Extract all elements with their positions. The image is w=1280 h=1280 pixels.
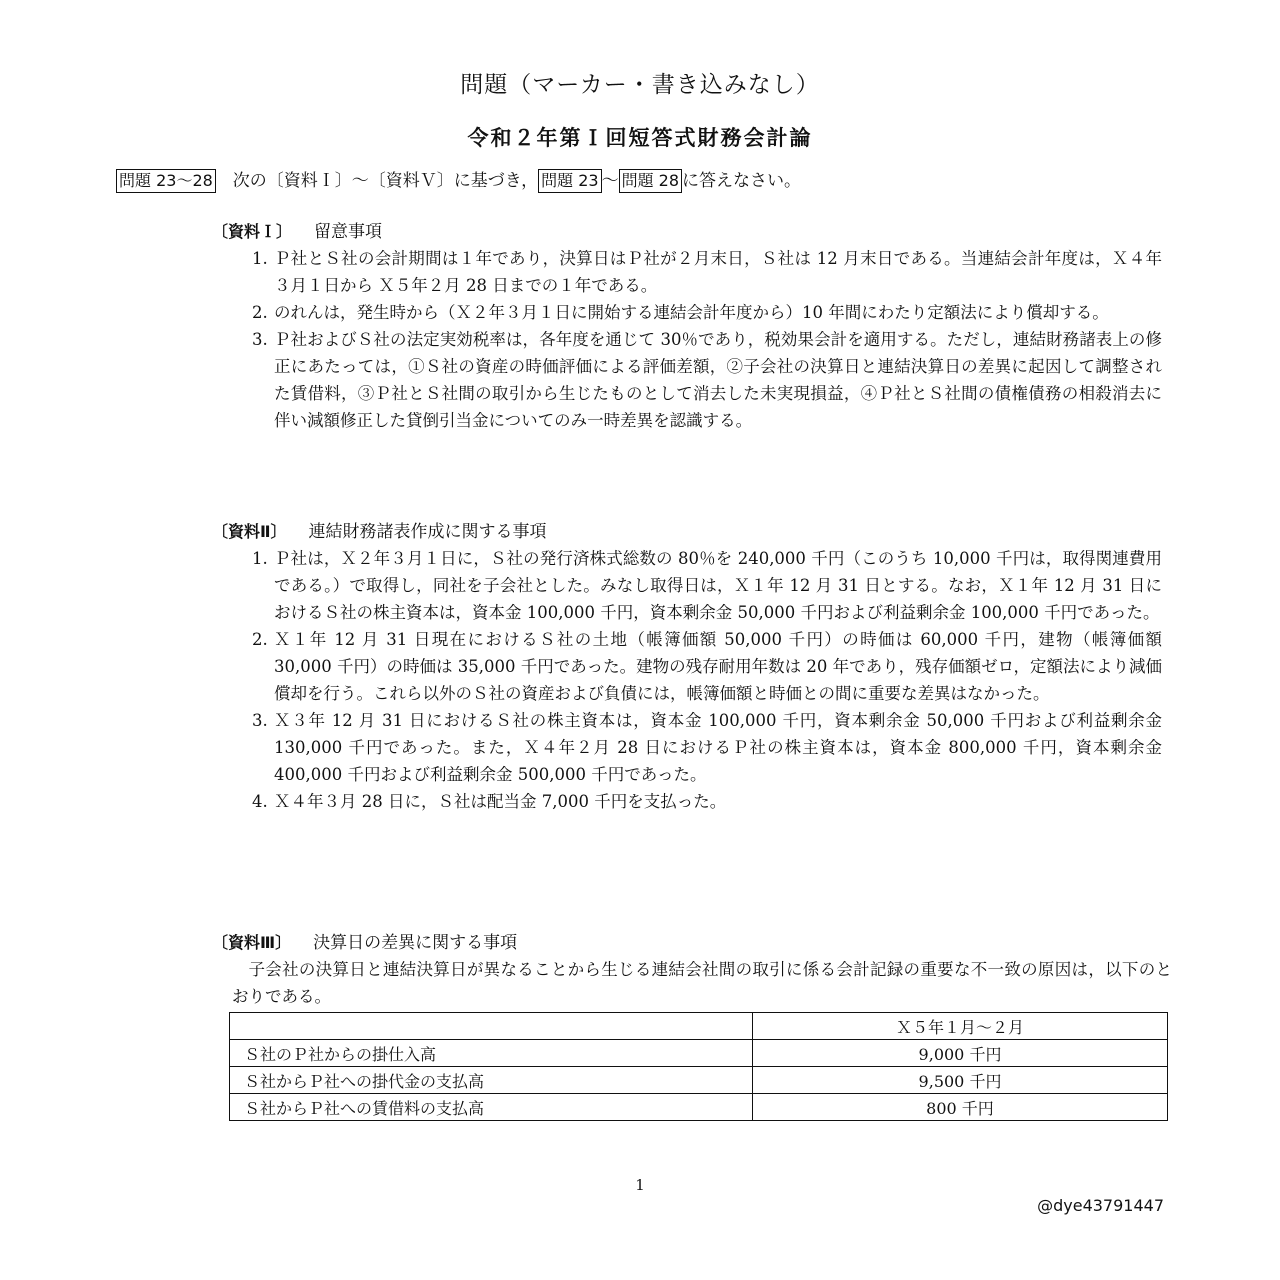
- section-label: 〔資料Ｉ〕: [212, 222, 293, 241]
- table-header-row: [230, 1013, 1168, 1040]
- item-text: Ｘ４年３月 28 日に，Ｓ社は配当金 7,000 千円を支払った。: [274, 792, 727, 811]
- item-number: 1.: [252, 249, 268, 268]
- table-cell-value: 9,500 千円: [753, 1067, 1168, 1094]
- item-number: 2.: [252, 630, 268, 649]
- table-cell-value: 800 千円: [753, 1094, 1168, 1121]
- item-text: Ｐ社およびＳ社の法定実効税率は，各年度を通じて 30％であり，税効果会計を適用する。ただし，連結財務諸表上の修正にあたっては，①Ｓ社の資産の時価評価による評価差額，②子会社の決算日と連結決算日の差異に起因して調整された賃借料，③Ｐ社とＳ社間の取引から生じたものとして消去した未実現損益，④Ｐ社とＳ社間の債権債務の相殺消去に伴い減額修正した貸倒引当金についてのみ一時差異を認識する。: [274, 330, 1163, 430]
- table-row: [230, 1094, 1168, 1121]
- watermark: @dye43791447: [1037, 1196, 1164, 1215]
- list-item: [252, 299, 1162, 326]
- list-item: [252, 326, 1162, 434]
- exam-title: 令和２年第Ｉ回短答式財務会計論: [467, 126, 813, 150]
- list-item: [252, 245, 1162, 299]
- section-paragraph: 子会社の決算日と連結決算日が異なることから生じる連結会社間の取引に係る会計記録の重要な不一致の原因は，以下のとおりである。: [232, 960, 1172, 1006]
- item-number: 3.: [252, 330, 268, 349]
- page-title: 問題（マーカー・書き込みなし）: [460, 72, 820, 98]
- section-title: 留意事項: [314, 222, 383, 242]
- intro-line: [116, 166, 1176, 193]
- intro-text-a: 次の〔資料Ｉ〕〜〔資料Ｖ〕に基づき，: [215, 171, 539, 191]
- list-item: [252, 707, 1162, 788]
- section-heading: [212, 219, 1172, 245]
- item-number: 1.: [252, 549, 268, 568]
- question-end-box: 問題 28: [619, 169, 682, 193]
- table-cell-desc: Ｓ社のＰ社からの掛仕入高: [230, 1040, 753, 1067]
- table-row: [230, 1067, 1168, 1094]
- section-title: 決算日の差異に関する事項: [313, 933, 518, 953]
- table-header-desc: [230, 1013, 753, 1040]
- intro-text-b: に答えなさい。: [682, 171, 802, 191]
- page-number: 1: [635, 1176, 645, 1194]
- item-number: 2.: [252, 303, 268, 322]
- table-cell-desc: Ｓ社からＰ社への掛代金の支払高: [230, 1067, 753, 1094]
- section-heading: [212, 519, 1172, 545]
- item-number: 3.: [252, 711, 268, 730]
- question-start-box: 問題 23: [538, 169, 601, 193]
- item-text: Ｘ１年 12 月 31 日現在におけるＳ社の土地（帳簿価額 50,000 千円）の時価は 60,000 千円，建物（帳簿価額 30,000 千円）の時価は 35,000 千円であった。建物の残存耐用年数は 20 年であり，残存価額ゼロ，定額法により減価償却を行う。これら以外のＳ社の資産および負債には，帳簿価額と時価との間に重要な差異はなかった。: [274, 630, 1162, 703]
- table-row: [230, 1040, 1168, 1067]
- section-title: 連結財務諸表作成に関する事項: [308, 522, 547, 542]
- table-header-period: Ｘ５年１月〜２月: [753, 1013, 1168, 1040]
- item-text: Ｘ３年 12 月 31 日におけるＳ社の株主資本は，資本金 100,000 千円，資本剰余金 50,000 千円および利益剰余金 130,000 千円であった。また，Ｘ４年２月 28 日におけるＰ社の株主資本は，資本金 800,000 千円，資本剰余金 400,000 千円および利益剰余金 500,000 千円であった。: [274, 711, 1162, 784]
- intro-tilde: 〜: [601, 171, 619, 191]
- section-material-1: [212, 219, 1172, 434]
- section-material-3: [212, 930, 1172, 1010]
- list-item: [252, 545, 1162, 626]
- section-heading: [212, 930, 1172, 956]
- item-text: Ｐ社は，Ｘ２年３月１日に，Ｓ社の発行済株式総数の 80％を 240,000 千円（このうち 10,000 千円は，取得関連費用である。）で取得し，同社を子会社とした。みなし取得日は，Ｘ１年 12 月 31 日とする。なお，Ｘ１年 12 月 31 日におけるＳ社の株主資本は，資本金 100,000 千円，資本剰余金 50,000 千円および利益剰余金 100,000 千円であった。: [274, 549, 1162, 622]
- section-label: 〔資料Ⅱ〕: [212, 522, 287, 541]
- table-cell-value: 9,000 千円: [753, 1040, 1168, 1067]
- item-text: のれんは，発生時から（Ｘ２年３月１日に開始する連結会計年度から）10 年間にわたり定額法により償却する。: [274, 303, 1109, 322]
- item-number: 4.: [252, 792, 268, 811]
- section-material-2: [212, 519, 1172, 815]
- table-cell-desc: Ｓ社からＰ社への賃借料の支払高: [230, 1094, 753, 1121]
- data-table: [229, 1012, 1168, 1121]
- list-item: [252, 788, 1162, 815]
- section-label: 〔資料Ⅲ〕: [212, 933, 292, 952]
- question-range-box: 問題 23〜28: [116, 169, 216, 193]
- list-item: [252, 626, 1162, 707]
- item-text: Ｐ社とＳ社の会計期間は１年であり，決算日はＰ社が２月末日，Ｓ社は 12 月末日である。当連結会計年度は，Ｘ４年３月１日から Ｘ５年２月 28 日までの１年である。: [274, 249, 1162, 295]
